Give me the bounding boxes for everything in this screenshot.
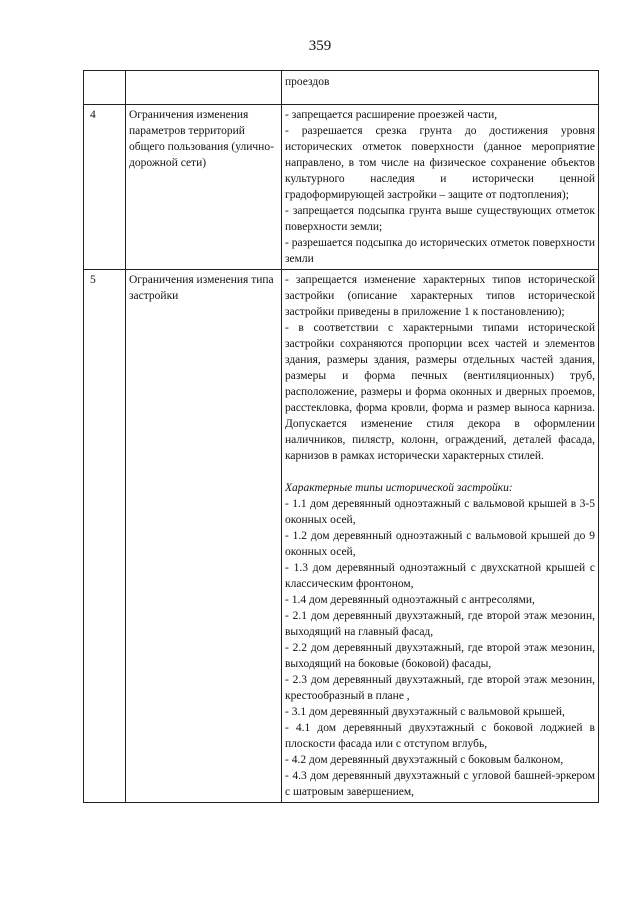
page-number: 359	[308, 38, 332, 54]
type-item: - 1.4 дом деревянный одноэтажный с антресолями,	[285, 594, 535, 606]
type-item: - 1.2 дом деревянный одноэтажный с вальмовой крышей до 9 оконных осей,	[285, 530, 595, 558]
regulations-table	[83, 70, 599, 803]
type-item: - 2.2 дом деревянный двухэтажный, где второй этаж мезонин, выходящий на боковые (боковой) фасады,	[285, 642, 595, 670]
table-row-continuation	[84, 71, 599, 105]
row-number	[84, 71, 126, 105]
type-item: - 4.3 дом деревянный двухэтажный с угловой башней-эркером с шатровым завершением,	[285, 770, 595, 798]
row-number: 4	[84, 105, 126, 270]
row-description	[282, 105, 599, 270]
type-item: - 4.1 дом деревянный двухэтажный с боковой лоджией в плоскости фасада или с отступом вглубь,	[285, 722, 595, 750]
types-subheading: Характерные типы исторической застройки:	[285, 482, 513, 494]
table-row-4	[84, 105, 599, 270]
type-item: - 1.1 дом деревянный одноэтажный с вальмовой крышей в 3-5 оконных осей,	[285, 498, 595, 526]
description-item: - разрешается срезка грунта до достижения уровня исторических отметок поверхности (данное мероприятие направлено, в том числе на физическое сохранение объектов культурного наследия и исторически ценной градоформирующей застройки – защите от подтопления);	[285, 125, 595, 201]
description-item: - запрещается подсыпка грунта выше существующих отметок поверхности земли;	[285, 205, 595, 233]
row-number: 5	[84, 270, 126, 803]
description-line: проездов	[285, 76, 330, 88]
description-item: - запрещается изменение характерных типов исторической застройки (описание характерных типов исторической застройки приведены в приложение 1 к постановлению);	[285, 274, 595, 318]
row-description	[282, 71, 599, 105]
type-item: - 2.3 дом деревянный двухэтажный, где второй этаж мезонин, крестообразный в плане ,	[285, 674, 595, 702]
row-description	[282, 270, 599, 803]
description-item: - запрещается расширение проезжей части,	[285, 109, 498, 121]
type-item: - 2.1 дом деревянный двухэтажный, где второй этаж мезонин, выходящий на главный фасад,	[285, 610, 595, 638]
row-name: Ограничения изменения типа застройки	[126, 270, 282, 803]
type-item: - 1.3 дом деревянный одноэтажный с двухскатной крышей с классическим фронтоном,	[285, 562, 595, 590]
type-item: - 4.2 дом деревянный двухэтажный с боковым балконом,	[285, 754, 564, 766]
row-name	[126, 71, 282, 105]
row-name: Ограничения изменения параметров территорий общего пользования (улично-дорожной сети)	[126, 105, 282, 270]
type-item: - 3.1 дом деревянный двухэтажный с вальмовой крышей,	[285, 706, 565, 718]
description-item: - в соответствии с характерными типами исторической застройки сохраняются пропорции всех частей и элементов здания, размеры здания, размеры отдельных частей здания, размеры и форма печных (вентиляционных) труб, расположение, размеры и форма оконных и дверных проемов, расстекловка, форма кровли, форма и размер выноса карниза. Допускается изменение стиля декора в оформлении наличников, пилястр, колонн, ограждений, деталей фасада, карнизов в рамках исторически характерных стилей.	[285, 322, 595, 462]
table-row-5	[84, 270, 599, 803]
description-item: - разрешается подсыпка до исторических отметок поверхности земли	[285, 237, 595, 265]
